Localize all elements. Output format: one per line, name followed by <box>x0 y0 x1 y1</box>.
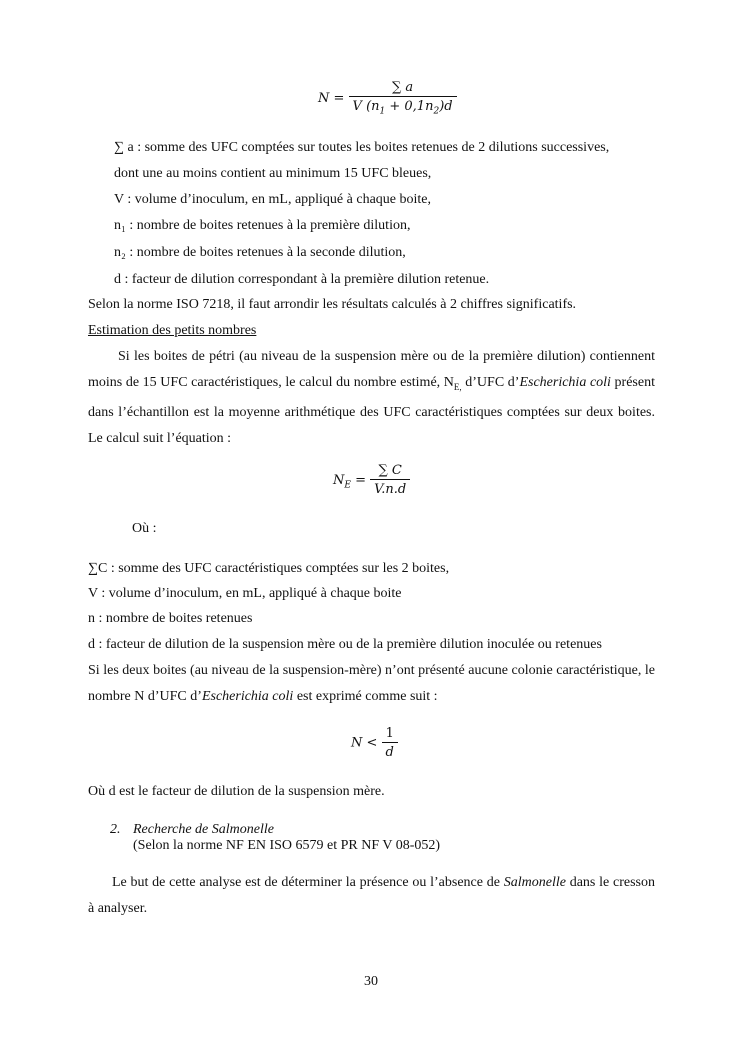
page-number: 30 <box>364 974 378 989</box>
equation-fraction <box>349 80 457 117</box>
equation-fraction <box>370 463 410 497</box>
no-colony-paragraph: Si les deux boites (au niveau de la suspension-mère) n’ont présenté aucune colonie caractéristique, le nombre N d’UFC d’Escherichia coli est exprimé comme suit : <box>88 663 655 704</box>
salmonella-paragraph: Le but de cette analyse est de déterminer la présence ou l’absence de Salmonelle dans le cresson à analyser. <box>88 875 655 916</box>
definition-n: n : nombre de boites retenues <box>88 611 253 626</box>
section2-title: Recherche de Salmonelle <box>133 822 274 837</box>
equation-no-colony <box>351 726 398 760</box>
equation-numerator: ∑ a <box>391 80 414 95</box>
equation-denominator: V.n.d <box>370 479 410 497</box>
definition-sum-c: ∑C : somme des UFC caractéristiques comptées sur les 2 boites, <box>88 561 450 576</box>
definition-n1: n₁ : nombre de boites retenues à la première dilution, <box>114 218 411 233</box>
definition-sum-a: ∑ a : somme des UFC comptées sur toutes les boites retenues de 2 dilutions successives, <box>114 140 610 155</box>
section2-norm: (Selon la norme NF EN ISO 6579 et PR NF V 08-052) <box>133 838 441 853</box>
definition-volume-2: V : volume d’inoculum, en mL, appliqué à chaque boite <box>88 586 402 601</box>
definition-d-2: d : facteur de dilution de la suspension mère ou de la première dilution inoculée ou retenues <box>88 637 602 652</box>
equation-estimated-number <box>333 463 410 497</box>
definition-sum-a-cont: dont une au moins contient au minimum 15 UFC bleues, <box>114 166 432 181</box>
equation-denominator: d <box>382 742 398 760</box>
definition-d: d : facteur de dilution correspondant à la première dilution retenue. <box>114 272 490 287</box>
section-heading-small-numbers: Estimation des petits nombres <box>88 323 257 338</box>
equation3-note: Où d est le facteur de dilution de la suspension mère. <box>88 784 385 799</box>
equation-lhs: N < <box>351 735 378 751</box>
ou-label: Où : <box>132 521 157 536</box>
equation-fraction <box>382 726 398 760</box>
section2-number: 2. <box>110 822 121 837</box>
definition-n2: n₂ : nombre de boites retenues à la seconde dilution, <box>114 245 406 260</box>
equation-denominator: V $(n_1 + 0,1n_2)d$ <box>349 96 457 117</box>
small-numbers-paragraph: Si les boites de pétri (au niveau de la suspension mère ou de la première dilution) contiennent moins de 15 UFC caractéristiques, le calcul du nombre estimé, $N_{E,}$ d’UFC d’Escherichia coli présent dans l’échantillon est la moyenne arithmétique des UFC caractéristiques comptées sur deux boites. Le calcul suit l’équation : <box>88 349 655 446</box>
iso-note: Selon la norme ISO 7218, il faut arrondir les résultats calculés à 2 chiffres significatifs. <box>88 297 577 312</box>
equation-numerator: ∑ C <box>378 463 402 478</box>
equation-lhs: $N_E$ = <box>333 472 366 491</box>
equation-ufc-count <box>318 80 457 117</box>
equation-lhs: N = <box>318 90 345 106</box>
definition-volume: V : volume d’inoculum, en mL, appliqué à chaque boite, <box>114 192 431 207</box>
equation-numerator: 1 <box>385 726 394 741</box>
